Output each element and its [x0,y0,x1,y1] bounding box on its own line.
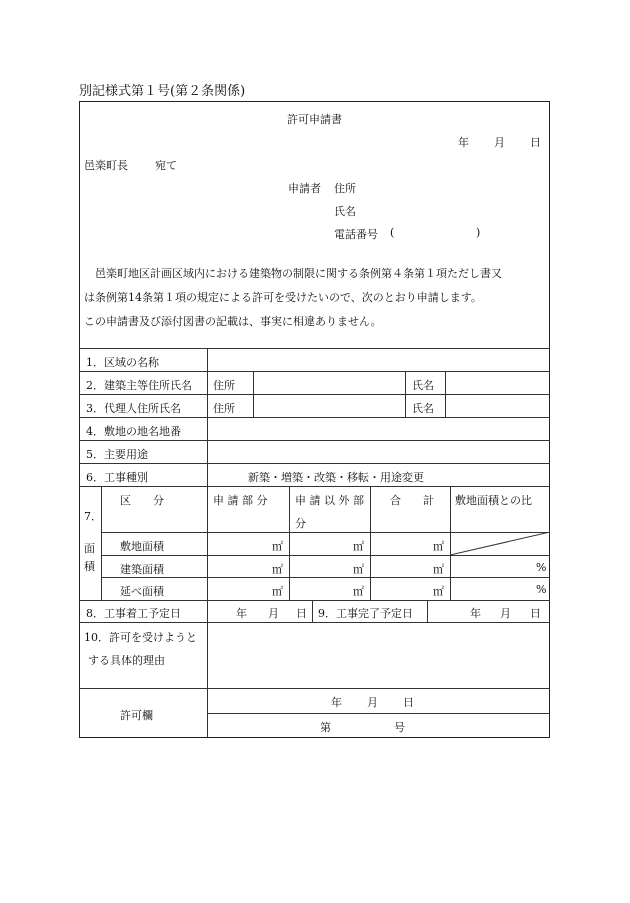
applicant-phone-label: 電話番号 [334,228,378,241]
date-day-label: 日 [530,136,541,149]
unit-m2: ㎡ [272,585,283,598]
permit-month-label: 月 [367,696,378,709]
work-type-options: 新築・増築・改築・移転・用途変更 [248,471,424,484]
area-row-divider [101,577,550,578]
applicant-name-label: 氏名 [334,205,356,218]
phone-open-paren: ( [390,226,395,239]
end-day-label: 日 [530,607,541,620]
reason-label-line-2: する具体的理由 [88,654,165,667]
col-other-header-cont: 分 [295,517,306,530]
unit-percent: % [536,583,547,596]
area-number: 7． [84,510,102,523]
col-applied-header: 申 請 部 分 [213,494,268,507]
start-date-label: 8．工事着工予定日 [86,607,181,620]
unit-percent: % [536,561,547,574]
row-divider [79,622,550,623]
builder-address-label: 住所 [213,379,235,392]
applicant-label: 申請者 [288,182,321,195]
row-divider [79,348,550,349]
permit-label: 許可欄 [120,709,153,722]
reason-label-line-1: 10．許可を受けようと [84,631,197,644]
row-divider [79,440,550,441]
area-col-divider [370,486,371,600]
area-label-b: 積 [84,560,95,573]
statement-line-1: 邑楽町地区計画区域内における建築物の制限に関する条例第４条第１項ただし書又 [84,267,502,280]
col-other-header: 申 請 以 外 部 [295,494,364,507]
area-side-divider [101,486,102,600]
permit-number-prefix: 第 [320,721,331,734]
end-date-label: 9．工事完了予定日 [318,607,413,620]
unit-m2: ㎡ [353,585,364,598]
unit-m2: ㎡ [353,563,364,576]
row-divider [79,417,550,418]
row-area-name-label: 1．区域の名称 [86,356,159,369]
permit-year-label: 年 [331,696,342,709]
row-lot-number-label: 4．敷地の地名地番 [86,425,181,438]
document-title: 許可申請書 [287,113,342,126]
row-main-use-label: 5．主要用途 [86,448,148,461]
end-month-label: 月 [500,607,511,620]
unit-m2: ㎡ [353,540,364,553]
form-header: 別記様式第１号(第２条関係) [79,84,246,99]
end-year-label: 年 [470,607,481,620]
addressee: 邑楽町長 [84,159,128,172]
agent-address-label: 住所 [213,402,235,415]
row-divider [79,486,550,487]
name-value-divider [445,371,446,417]
statement-line-3: この申請書及び添付図書の記載は、事実に相違ありません。 [84,315,382,328]
row-builder-label: 2．建築主等住所氏名 [86,379,192,392]
unit-m2: ㎡ [272,563,283,576]
agent-name-label: 氏名 [412,402,434,415]
schedule-divider [207,600,208,622]
col-division-header: 区 分 [120,494,164,507]
diagonal-strike [450,532,550,555]
unit-m2: ㎡ [433,540,444,553]
row-divider [79,600,550,601]
row-divider [79,688,550,689]
applicant-address-label: 住所 [334,182,356,195]
reason-permit-divider [207,622,208,738]
row-divider [79,463,550,464]
area-col-divider [289,486,290,600]
addressee-suffix: 宛て [155,159,177,172]
row-building-area-label: 建築面積 [120,563,164,576]
row-floor-area-label: 延べ面積 [120,585,164,598]
start-day-label: 日 [296,607,307,620]
permit-day-label: 日 [403,696,414,709]
date-year-label: 年 [458,136,469,149]
builder-name-label: 氏名 [412,379,434,392]
row-divider [79,371,550,372]
col-ratio-header: 敷地面積との比 [455,494,532,507]
statement-line-2: は条例第14条第１項の規定による許可を受けたいので、次のとおり申請します。 [84,291,482,304]
start-month-label: 月 [268,607,279,620]
unit-m2: ㎡ [433,585,444,598]
start-year-label: 年 [236,607,247,620]
unit-m2: ㎡ [272,540,283,553]
date-month-label: 月 [494,136,505,149]
unit-m2: ㎡ [433,563,444,576]
area-label-a: 面 [84,542,95,555]
permit-number-suffix: 号 [394,721,405,734]
label-column-divider [207,348,208,486]
phone-close-paren: ) [476,226,481,239]
col-total-header: 合 計 [390,494,434,507]
schedule-divider [312,600,313,622]
row-agent-label: 3．代理人住所氏名 [86,402,181,415]
permit-divider [207,713,550,714]
address-column-divider [253,371,254,417]
row-work-type-label: 6．工事種別 [86,471,148,484]
area-col-divider [207,486,208,600]
row-divider [79,394,550,395]
area-row-divider [101,555,550,556]
row-site-area-label: 敷地面積 [120,540,164,553]
schedule-divider [427,600,428,622]
name-label-divider [405,371,406,417]
